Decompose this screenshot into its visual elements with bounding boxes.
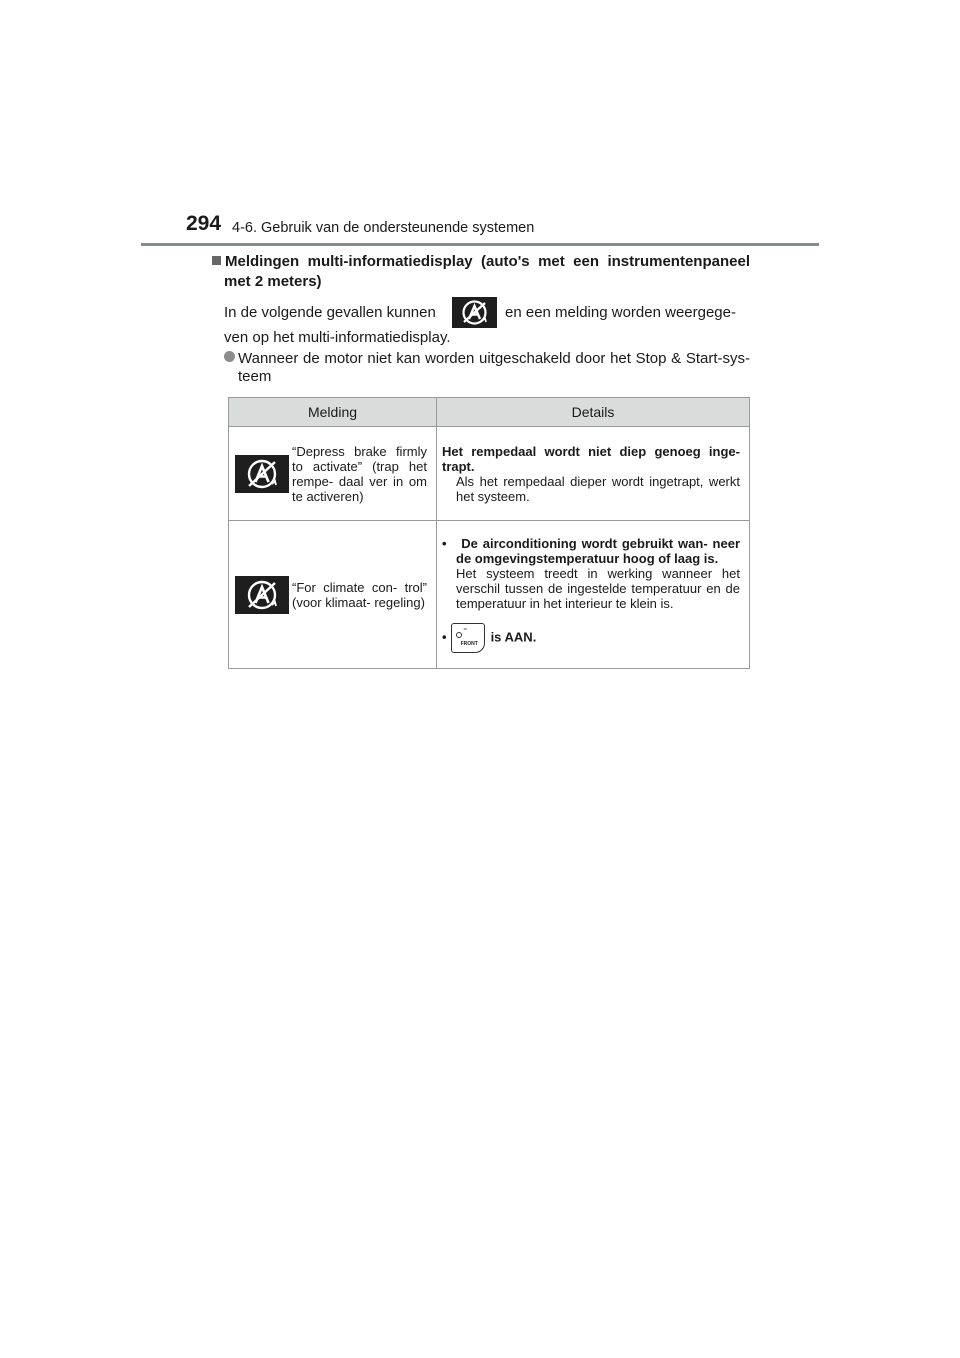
heading-line2: met 2 meters)	[224, 273, 322, 290]
bullet-item	[224, 350, 750, 386]
detail-item: • ≈ FRONT is AAN.	[442, 623, 740, 653]
table-header-row	[229, 398, 750, 427]
header-rule	[141, 243, 819, 246]
circle-bullet-icon	[224, 351, 235, 362]
icon-cell	[229, 427, 292, 521]
auto-stop-cancel-icon	[235, 576, 289, 614]
front-defogger-button-icon: ≈ FRONT	[451, 623, 485, 653]
intro-after-icon: en een melding worden weergege-	[505, 304, 736, 321]
message-cell	[291, 427, 437, 521]
message-text: “Depress brake firmly to activate” (trap het rempe- daal ver in om te activeren)	[292, 443, 427, 504]
auto-stop-cancel-icon	[452, 297, 497, 328]
col-header-details: Details	[437, 398, 750, 427]
detail-bold: Het rempedaal wordt niet diep genoeg inge- trapt.	[442, 443, 740, 474]
message-cell	[291, 521, 437, 669]
subsection-heading	[212, 252, 750, 272]
table-row	[229, 427, 750, 521]
message-text: “For climate con- trol” (voor klimaat- regeling)	[292, 579, 427, 610]
section-title: 4-6. Gebruik van de ondersteunende systemen	[232, 220, 535, 236]
table-row	[229, 521, 750, 669]
page-number: 294	[186, 212, 222, 235]
intro-line2: ven op het multi-informatiedisplay.	[224, 329, 451, 346]
icon-cell	[229, 521, 292, 669]
intro-before-icon: In de volgende gevallen kunnen	[224, 304, 436, 321]
col-header-melding: Melding	[229, 398, 437, 427]
detail-text: Als het rempedaal dieper wordt ingetrapt, werkt het systeem.	[456, 473, 740, 504]
detail-item: • De airconditioning wordt gebruikt wan- neer de omgevingstemperatuur hoog of laag is.	[442, 536, 741, 566]
heading-line1: Meldingen multi-informatiedisplay (auto's met een instrumentenpaneel	[225, 253, 750, 270]
detail-cell	[437, 427, 750, 521]
message-table	[228, 397, 750, 669]
bullet-text: Wanneer de motor niet kan worden uitgeschakeld door het Stop & Start-sys- teem	[238, 350, 750, 385]
detail-cell	[437, 521, 750, 669]
square-bullet-icon	[212, 256, 221, 265]
auto-stop-cancel-icon	[235, 455, 289, 493]
detail-text: Het systeem treedt in werking wanneer het verschil tussen de ingestelde temperatuur en de temperatuur in het interieur te klein is.	[456, 566, 740, 611]
